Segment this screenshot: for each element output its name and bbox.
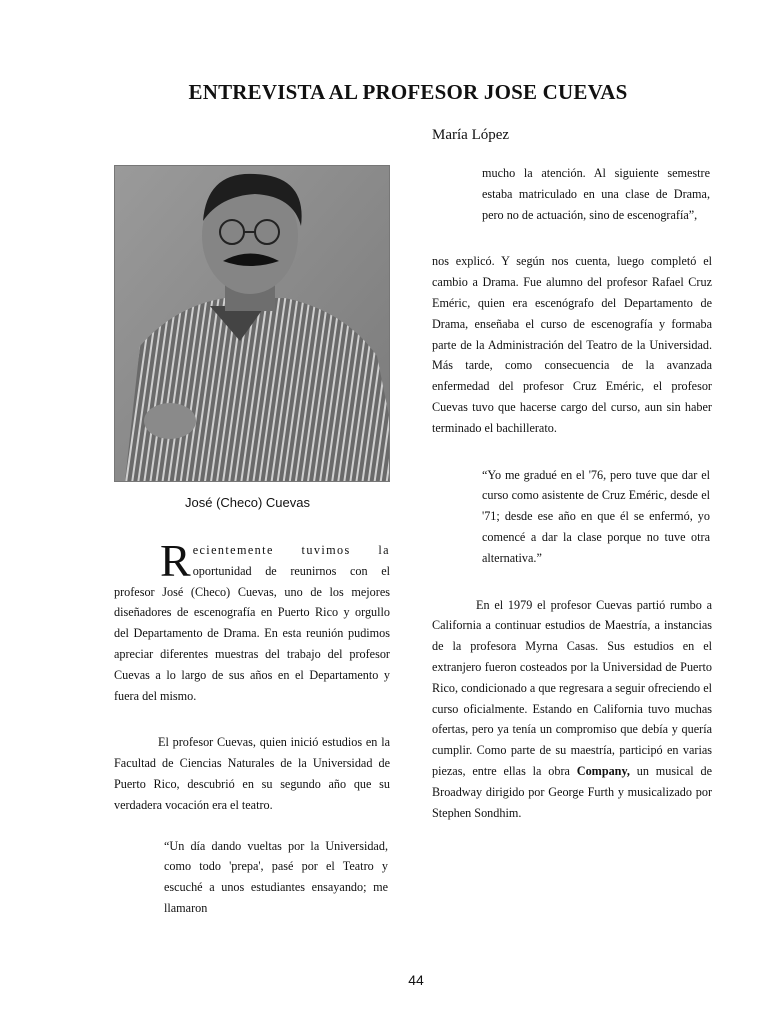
drop-cap: R [160, 535, 191, 586]
quote-block-1-continued: mucho la atención. Al siguiente semestre estaba matriculado en una clase de Drama, pero no de actuación, sino de escenografía”, [482, 166, 710, 222]
paragraph-studies: El profesor Cuevas, quien inició estudios en la Facultad de Ciencias Naturales de la Universidad de Puerto Rico, descubrió en su segundo año que su verdadera vocación era el teatro. [114, 735, 390, 812]
paragraph-california [432, 595, 712, 824]
right-column [432, 163, 712, 823]
intro-first-line: ecientemente tuvimos la [192, 543, 390, 557]
california-text-end: un musical de Broadway dirigido por George Furth y musicalizado por Stephen Sondhim. [432, 763, 713, 820]
quote-block-1: “Un día dando vueltas por la Universidad, como todo 'prepa', pasé por el Teatro y escuché a unos estudiantes ensayando; me llamaron [164, 838, 388, 915]
quote-block-2: “Yo me gradué en el '76, pero tuve que dar el curso como asistente de Cruz Eméric, desde el '71; desde ese año en que él se enfermó, yo comencé a dar la clase porque no tuve otra alternativa.” [482, 467, 710, 565]
page-title: ENTREVISTA AL PROFESOR JOSE CUEVAS [188, 80, 628, 104]
photo-caption: José (Checo) Cuevas [185, 495, 310, 510]
paragraph-drama-change: nos explicó. Y según nos cuenta, luego completó el cambio a Drama. Fue alumno del profesor Rafael Cruz Eméric, quien era escenógrafo del Departamento de Drama, enseñaba el curso de escenografía y formaba parte de la Administración del Teatro de la Universidad. Más tarde, como consecuencia de la avanzada enfermedad del profesor Cruz Eméric, el profesor Cuevas tuvo que hacerse cargo del curso, aun sin haber terminado el bachillerato. [432, 254, 712, 435]
portrait-photo [114, 165, 390, 482]
company-title: Company, [576, 763, 630, 778]
author-byline: María López [432, 127, 510, 143]
california-text: En el 1979 el profesor Cuevas partió rumbo a California a continuar estudios de Maestría, a instancias de la profesora Myrna Casas. Sus estudios en el extranjero fueron costeados por la Universidad de Puerto Rico, condicionado a que regresara a seguir ofreciendo el curso oficialmente. Estando en California tuvo muchas ofertas, pero ya tenía un compromiso que debía y quería cumplir. Como parte de su maestría, participó en varias piezas, entre ellas la obra [432, 597, 712, 778]
intro-paragraph [114, 535, 390, 706]
left-column [114, 535, 390, 919]
page-number: 44 [408, 972, 424, 988]
intro-rest: oportunidad de reunirnos con el profesor José (Checo) Cuevas, uno de los mejores diseñadores de escenografía en Puerto Rico y orgullo del Departamento de Drama. En esta reunión pudimos apreciar diferentes muestras del trabajo del profesor Cuevas a lo largo de sus años en el Departamento y fuera del mismo. [114, 563, 390, 703]
